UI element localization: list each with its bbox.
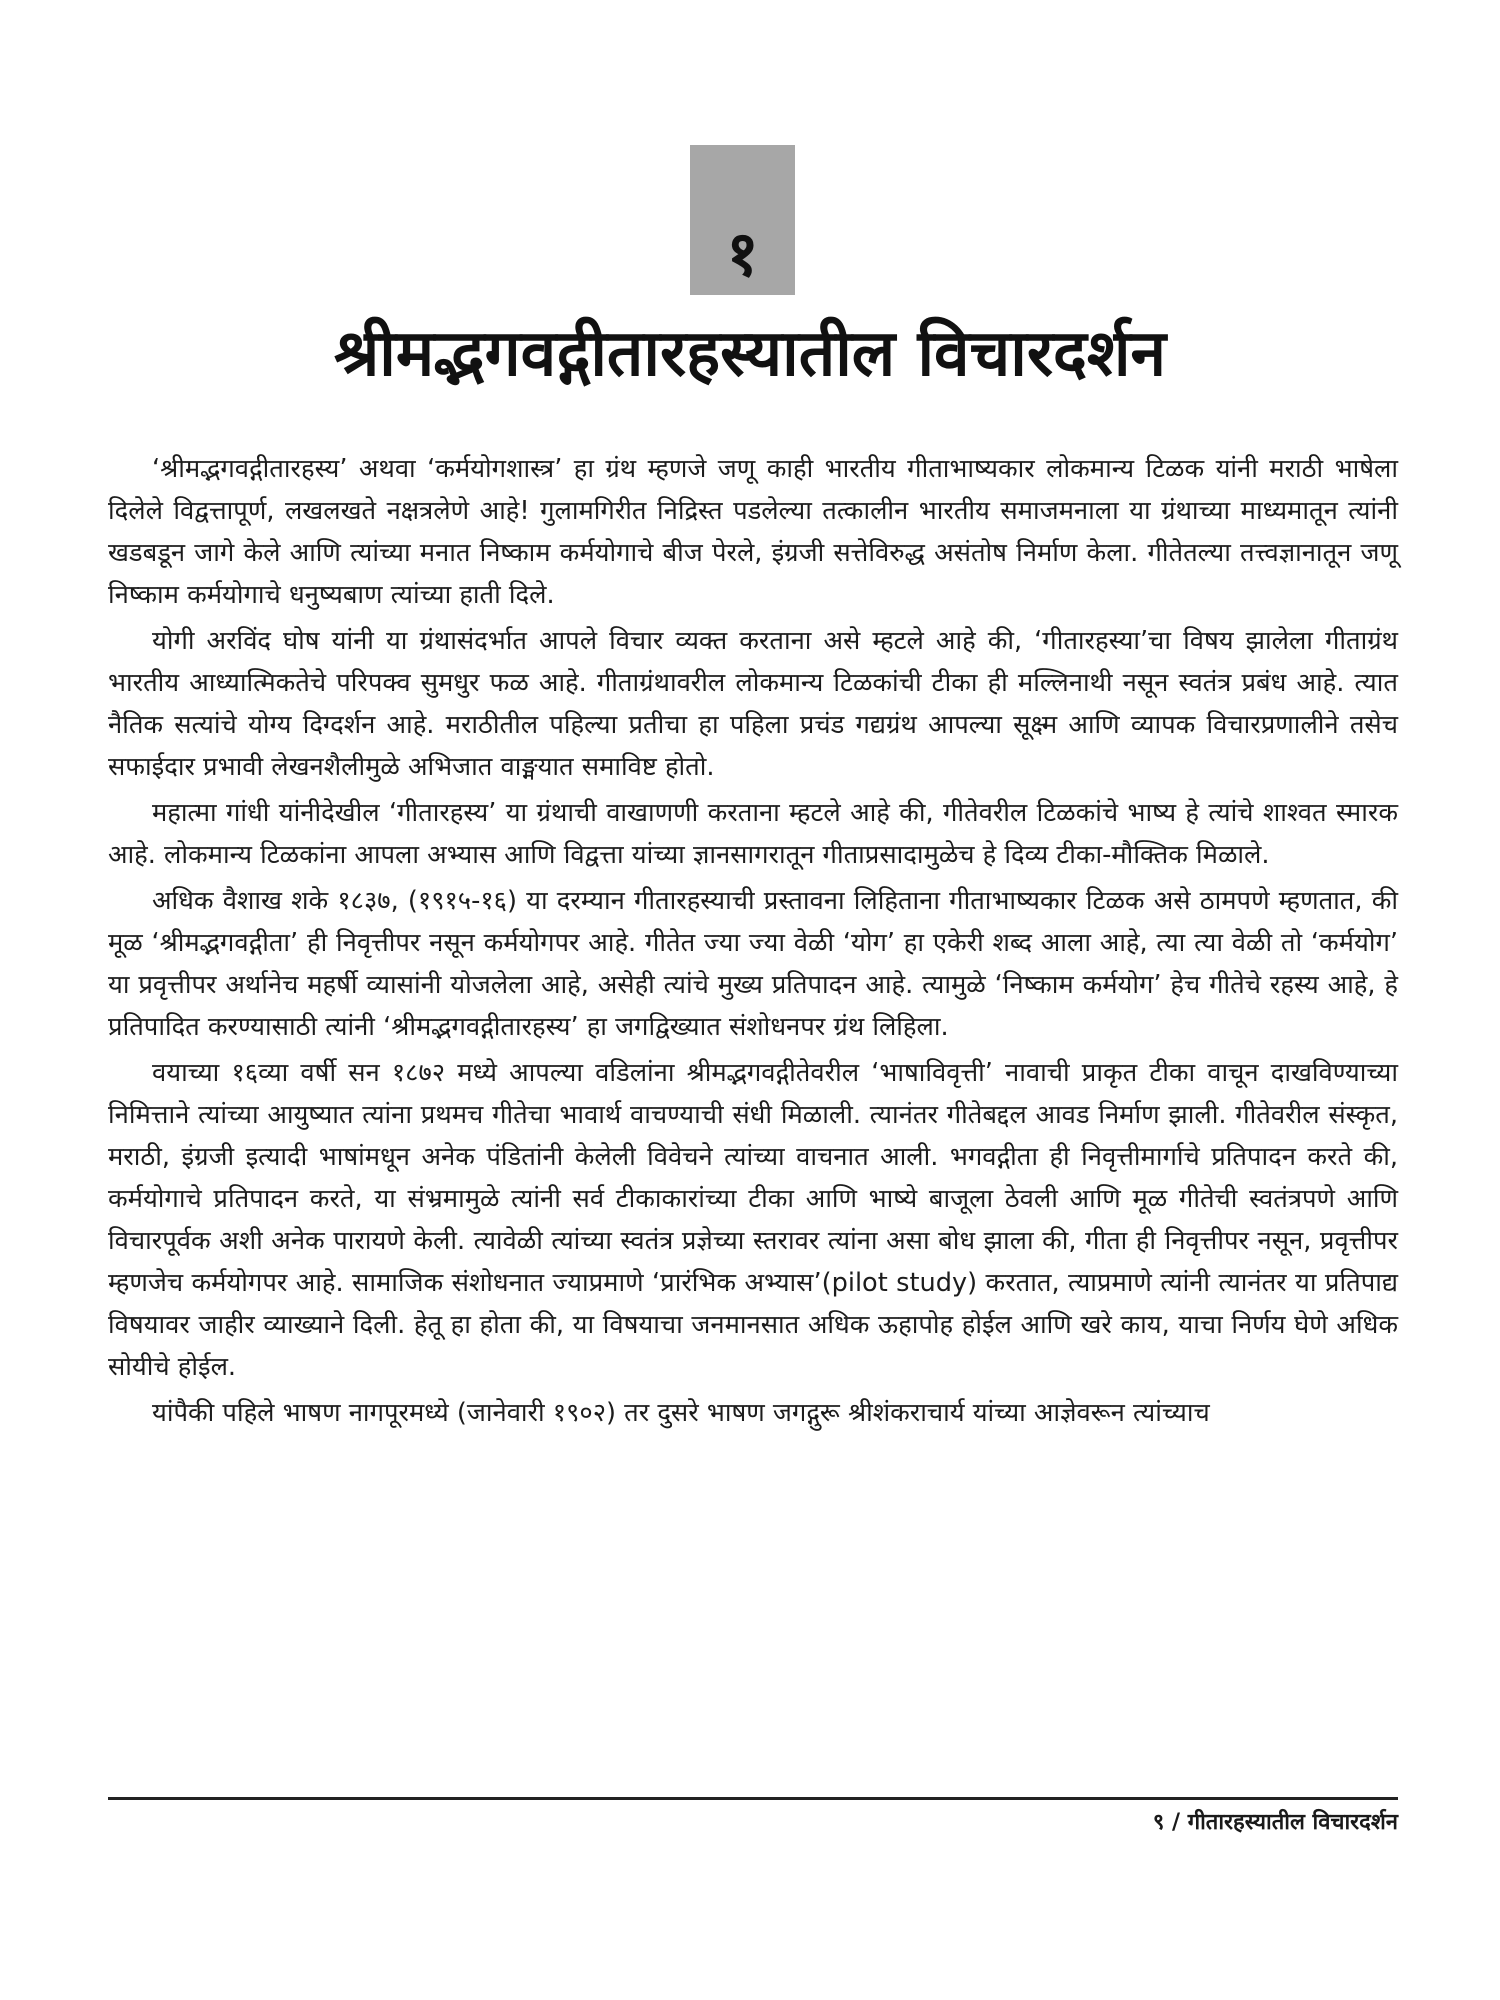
chapter-number: १ (726, 217, 759, 290)
footer-divider (108, 1797, 1398, 1800)
chapter-title: श्रीमद्भगवद्गीतारहस्यातील विचारदर्शन (333, 317, 1167, 391)
paragraph: अधिक वैशाख शके १८३७, (१९१५-१६) या दरम्यान गीतारहस्याची प्रस्तावना लिहिताना गीताभाष्यकार टिळक असे ठामपणे म्हणतात, की मूळ ‘श्रीमद्भगवद्गीता’ ही निवृत्तीपर नसून कर्मयोगपर आहे. गीतेत ज्या ज्या वेळी ‘योग’ हा एकेरी शब्द आला आहे, त्या त्या वेळी तो ‘कर्मयोग’ या प्रवृत्तीपर अर्थानेच महर्षी व्यासांनी योजलेला आहे, असेही त्यांचे मुख्य प्रतिपादन आहे. त्यामुळे ‘निष्काम कर्मयोग’ हेच गीतेचे रहस्य आहे, हे प्रतिपादित करण्यासाठी त्यांनी ‘श्रीमद्भगवद्गीतारहस्य’ हा जगद्विख्यात संशोधनपर ग्रंथ लिहिला. (108, 886, 1398, 1042)
chapter-number-box (690, 145, 795, 295)
page-footer: ९ / गीतारहस्यातील विचारदर्शन (1152, 1810, 1398, 1835)
body-text (108, 448, 1398, 1438)
paragraph: यांपैकी पहिले भाषण नागपूरमध्ये (जानेवारी १९०२) तर दुसरे भाषण जगद्गुरू श्रीशंकराचार्य यांच्या आज्ञेवरून त्यांच्याच (152, 1398, 1210, 1428)
paragraph: योगी अरविंद घोष यांनी या ग्रंथासंदर्भात आपले विचार व्यक्त करताना असे म्हटले आहे की, ‘गीतारहस्या’चा विषय झालेला गीताग्रंथ भारतीय आध्यात्मिकतेचे परिपक्व सुमधुर फळ आहे. गीताग्रंथावरील लोकमान्य टिळकांची टीका ही मल्लिनाथी नसून स्वतंत्र प्रबंध आहे. त्यात नैतिक सत्यांचे योग्य दिग्दर्शन आहे. मराठीतील पहिल्या प्रतीचा हा पहिला प्रचंड गद्यग्रंथ आपल्या सूक्ष्म आणि व्यापक विचारप्रणालीने तसेच सफाईदार प्रभावी लेखनशैलीमुळे अभिजात वाङ्मयात समाविष्ट होतो. (108, 626, 1398, 782)
paragraph: महात्मा गांधी यांनीदेखील ‘गीतारहस्य’ या ग्रंथाची वाखाणणी करताना म्हटले आहे की, गीतेवरील टिळकांचे भाष्य हे त्यांचे शाश्वत स्मारक आहे. लोकमान्य टिळकांना आपला अभ्यास आणि विद्वत्ता यांच्या ज्ञानसागरातून गीताप्रसादामुळेच हे दिव्य टीका-मौक्तिक मिळाले. (108, 798, 1398, 870)
paragraph: वयाच्या १६व्या वर्षी सन १८७२ मध्ये आपल्या वडिलांना श्रीमद्भगवद्गीतेवरील ‘भाषाविवृत्ती’ नावाची प्राकृत टीका वाचून दाखविण्याच्या निमित्ताने त्यांच्या आयुष्यात त्यांना प्रथमच गीतेचा भावार्थ वाचण्याची संधी मिळाली. त्यानंतर गीतेबद्दल आवड निर्माण झाली. गीतेवरील संस्कृत, मराठी, इंग्रजी इत्यादी भाषांमधून अनेक पंडितांनी केलेली विवेचने त्यांच्या वाचनात आली. भगवद्गीता ही निवृत्तीमार्गाचे प्रतिपादन करते की, कर्मयोगाचे प्रतिपादन करते, या संभ्रमामुळे त्यांनी सर्व टीकाकारांच्या टीका आणि भाष्ये बाजूला ठेवली आणि मूळ गीतेची स्वतंत्रपणे आणि विचारपूर्वक अशी अनेक पारायणे केली. त्यावेळी त्यांच्या स्वतंत्र प्रज्ञेच्या स्तरावर त्यांना असा बोध झाला की, गीता ही निवृत्तीपर नसून, प्रवृत्तीपर म्हणजेच कर्मयोगपर आहे. सामाजिक संशोधनात ज्याप्रमाणे ‘प्रारंभिक अभ्यास’(pilot study) करतात, त्याप्रमाणे त्यांनी त्यानंतर या प्रतिपाद्य विषयावर जाहीर व्याख्याने दिली. हेतू हा होता की, या विषयाचा जनमानसात अधिक ऊहापोह होईल आणि खरे काय, याचा निर्णय घेणे अधिक सोयीचे होईल. (108, 1058, 1398, 1382)
paragraph: ‘श्रीमद्भगवद्गीतारहस्य’ अथवा ‘कर्मयोगशास्त्र’ हा ग्रंथ म्हणजे जणू काही भारतीय गीताभाष्यकार लोकमान्य टिळक यांनी मराठी भाषेला दिलेले विद्वत्तापूर्ण, लखलखते नक्षत्रलेणे आहे! गुलामगिरीत निद्रिस्त पडलेल्या तत्कालीन भारतीय समाजमनाला या ग्रंथाच्या माध्यमातून त्यांनी खडबडून जागे केले आणि त्यांच्या मनात निष्काम कर्मयोगाचे बीज पेरले, इंग्रजी सत्तेविरुद्ध असंतोष निर्माण केला. गीतेतल्या तत्त्वज्ञानातून जणू निष्काम कर्मयोगाचे धनुष्यबाण त्यांच्या हाती दिले. (108, 454, 1398, 610)
